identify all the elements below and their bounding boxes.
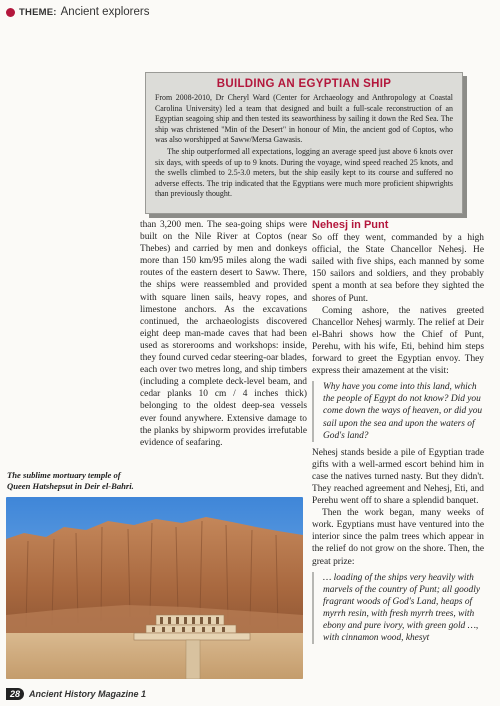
middle-column <box>140 219 307 449</box>
right-column <box>312 219 484 649</box>
section-heading: Nehesj in Punt <box>312 219 389 231</box>
right-paragraph-1: So off they went, commanded by a high official, the State Chancellor Nehesj. He sailed with five ships, each manned by some 150 sailors and soldiers, and they probably spent a month at sea before they sighted the shores of Punt. <box>312 233 484 304</box>
page-footer <box>6 688 146 700</box>
right-paragraph-2: Coming ashore, the natives greeted Chancellor Nehesj warmly. The relief at Deir el-Bahri shows how the Chief of Punt, Perehu, with his wife, Eti, behind him steps forward to greet the Egyptian envoy. They express their amazement at the visit: <box>312 305 484 377</box>
quote-2: … loading of the ships very heavily with marvels of the country of Punt; all goodly fragrant woods of God's Land, heaps of myrrh resin, with fresh myrrh trees, with ebony and pure ivory, with green gold …, with cinnamon wood, khesyt <box>312 572 484 645</box>
temple-photo <box>6 497 303 679</box>
sidebar-paragraph-1: From 2008-2010, Dr Cheryl Ward (Center for Archaeology and Anthropology at Coastal Carolina University) led a team that designed and built a full-scale reconstruction of an Egyptian seagoing ship and then tested its seaworthiness by sailing it down the Red Sea. The ship was christened "Min of the Desert" in honour of Min, the ancient god of Coptos, who was also worshipped at Saww/Mersa Gawasis. <box>155 93 453 145</box>
theme-header <box>6 6 149 18</box>
theme-value: Ancient explorers <box>60 6 150 18</box>
middle-column-text: than 3,200 men. The sea-going ships were built on the Nile River at Coptos (near Thebes) and carried by men and donkeys more than 150 km/95 miles along the wadi routes of the eastern desert to Saww. There, the ships were reassembled and provided with square linen sails, heavy ropes, and limestone anchors. As the excavations continued, the archaeologists discovered eight deep man-made caves that had been used as storerooms and workshops: inside, they found curved cedar steering-oar blades, each over two metres long, and ship timbers (including a complete deck-level beam, and cedar planks 10 cm / 4 inches thick) belonging to the oldest deep-sea vessels ever found anywhere. Extensive damage to the planks by shipworm provides irrefutable evidence of seafaring. <box>140 220 307 448</box>
theme-bullet-icon <box>6 8 15 17</box>
magazine-name: Ancient History Magazine 1 <box>29 689 147 699</box>
sidebar-paragraph-2: The ship outperformed all expectations, logging an average speed just above 6 knots over six days, with speeds of up to 9 knots. During the voyage, wind speed reached 25 knots, and the swells climbed to 2.5-3.0 meters, but the ship easily kept to its course and suffered no adverse effects. The trip indicated that the Egyptians were much more proficient shipwrights than previously thought. <box>155 146 453 199</box>
right-paragraph-4: Then the work began, many weeks of work. Egyptians must have ventured into the interior since the palm trees which appear in the relief do not grow on the shore. Then, the great prize: <box>312 508 484 567</box>
sidebar-box <box>145 72 463 214</box>
quote-1: Why have you come into this land, which the people of Egypt do not know? Did you come down the ways of heaven, or did you sail upon the sea and upon the waters of God's land? <box>312 381 484 441</box>
temple-photo-illustration <box>6 497 303 679</box>
page-number: 28 <box>6 688 24 700</box>
right-paragraph-3: Nehesj stands beside a pile of Egyptian trade gifts with a well-armed escort behind him in case the natives turned nasty. But they didn't. They reached agreement and Nehesj, Eti, and Perehu went off to share a splendid banquet. <box>312 447 484 507</box>
sidebar-title: BUILDING AN EGYPTIAN SHIP <box>216 78 392 90</box>
theme-label: THEME: <box>19 6 57 18</box>
photo-caption: The sublime mortuary temple of Queen Hatshepsut in Deir el-Bahri. <box>7 470 134 491</box>
